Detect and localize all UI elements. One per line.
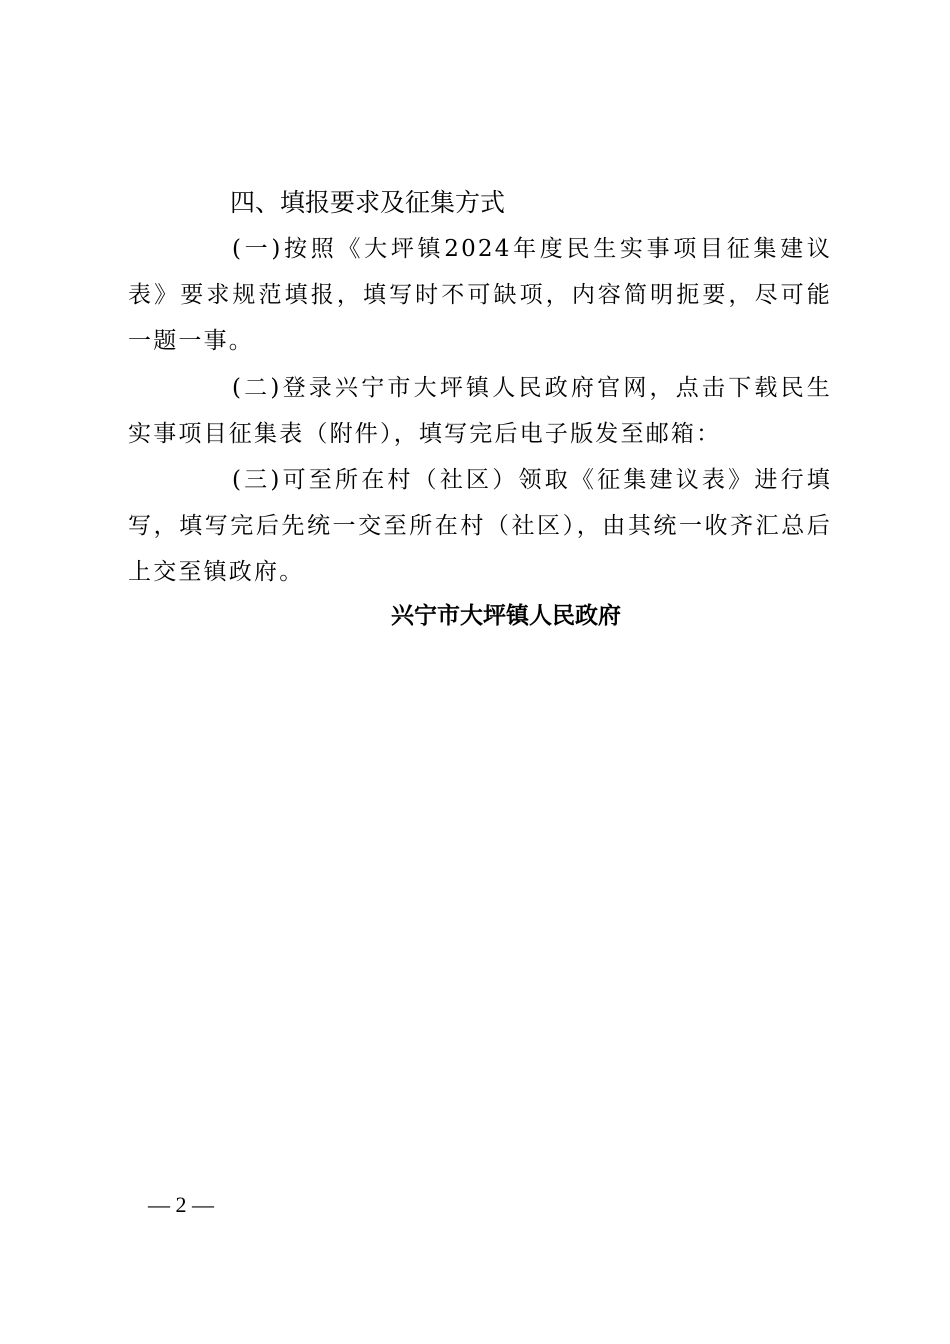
paragraph-filling-requirements: (一)按照《大坪镇2024年度民生实事项目征集建议表》要求规范填报，填写时不可缺项，内容简明扼要，尽可能一题一事。 (128, 236, 832, 354)
section-heading: 四、填报要求及征集方式 (230, 188, 506, 217)
paragraph-village-collection: (三)可至所在村（社区）领取《征集建议表》进行填写，填写完后先统一交至所在村（社区），由其统一收齐汇总后上交至镇政府。 (128, 467, 832, 585)
issuer-signature: 兴宁市大坪镇人民政府 (391, 602, 621, 629)
page-number: — 2 — (148, 1192, 214, 1217)
paragraph-website-download: (二)登录兴宁市大坪镇人民政府官网，点击下载民生实事项目征集表（附件），填写完后电子版发至邮箱： (128, 375, 832, 447)
